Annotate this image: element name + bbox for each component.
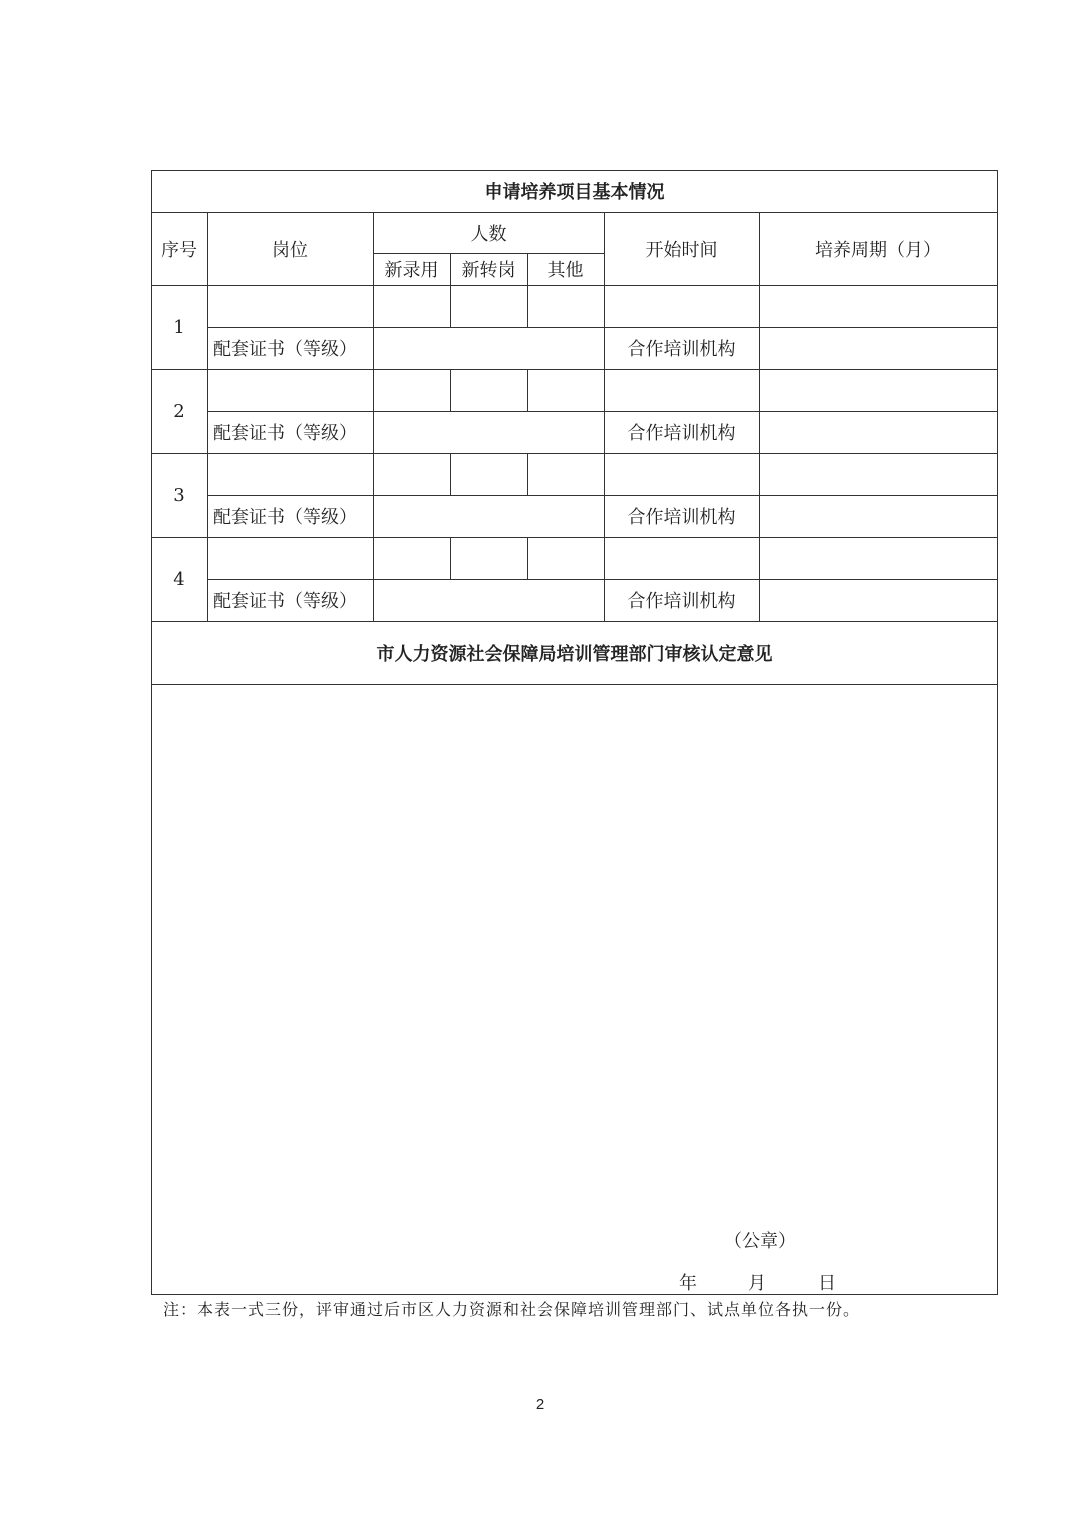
- page-number: 2: [535, 1396, 545, 1413]
- header-start-time: 开始时间: [645, 239, 718, 261]
- date-month: 月: [748, 1273, 766, 1294]
- row-seq: 4: [173, 568, 185, 590]
- training-org-label: 合作培训机构: [627, 423, 736, 444]
- header-position: 岗位: [272, 239, 308, 261]
- row-seq: 3: [173, 484, 185, 506]
- training-org-label: 合作培训机构: [627, 339, 736, 360]
- section-title-basic-info: 申请培养项目基本情况: [484, 182, 665, 203]
- header-headcount: 人数: [470, 223, 507, 245]
- header-other: 其他: [547, 260, 584, 281]
- header-period: 培养周期（月）: [815, 239, 941, 261]
- training-org-label: 合作培训机构: [627, 591, 736, 612]
- header-new-hire: 新录用: [384, 260, 439, 281]
- date-day: 日: [818, 1273, 836, 1294]
- cert-label: 配套证书（等级）: [213, 339, 357, 360]
- footnote: 注：本表一式三份，评审通过后市区人力资源和社会保障培训管理部门、试点单位各执一份。: [163, 1300, 861, 1319]
- date-year: 年: [679, 1273, 697, 1294]
- cert-label: 配套证书（等级）: [213, 423, 357, 444]
- row-seq: 2: [173, 400, 185, 422]
- cert-label: 配套证书（等级）: [213, 591, 357, 612]
- official-seal-label: （公章）: [724, 1231, 796, 1252]
- header-seq: 序号: [161, 239, 197, 261]
- header-transfer: 新转岗: [461, 260, 516, 281]
- training-org-label: 合作培训机构: [627, 507, 736, 528]
- row-seq: 1: [173, 316, 185, 338]
- section-title-review-opinion: 市人力资源社会保障局培训管理部门审核认定意见: [376, 643, 773, 665]
- cert-label: 配套证书（等级）: [213, 507, 357, 528]
